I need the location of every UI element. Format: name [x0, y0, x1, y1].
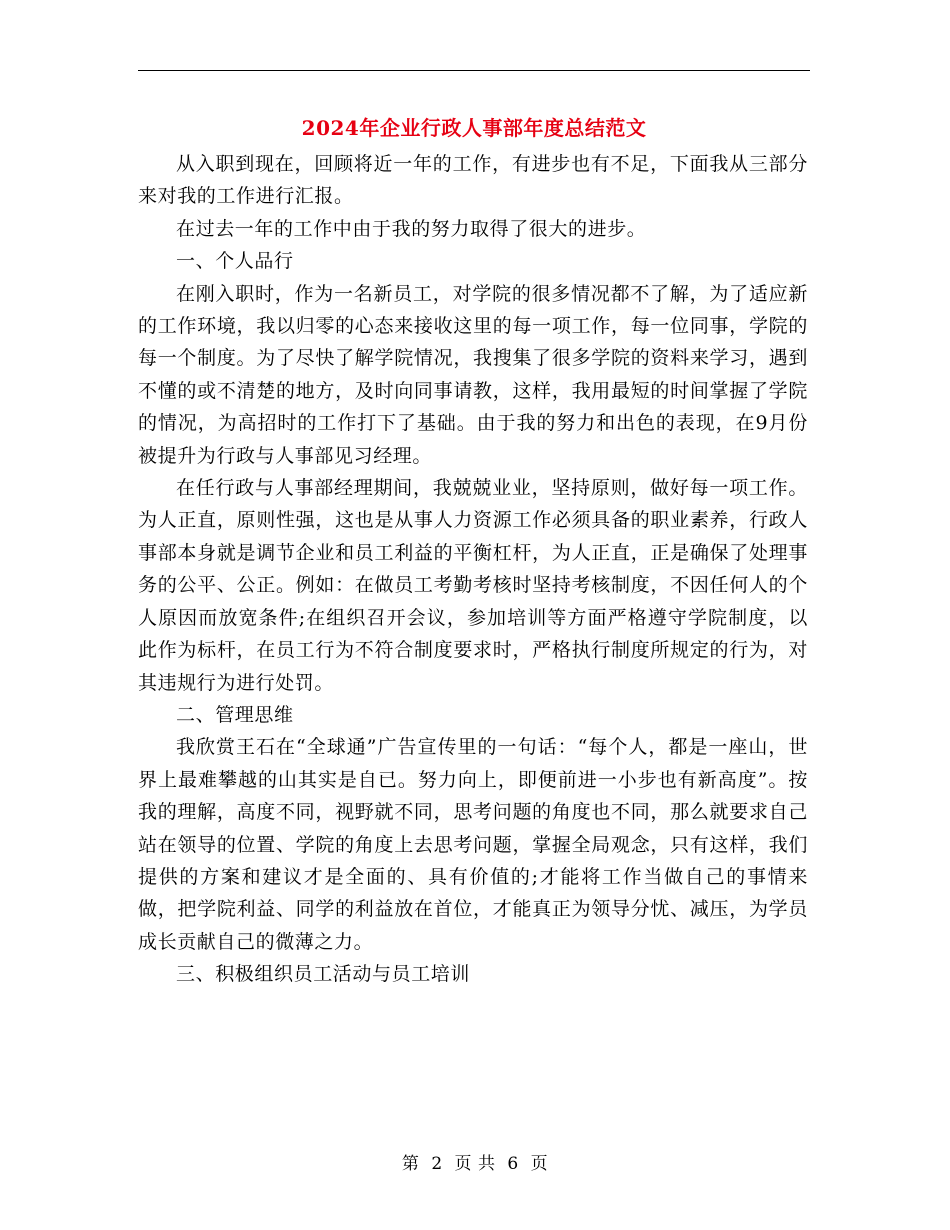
document-body [138, 148, 808, 991]
page-footer [0, 1152, 950, 1176]
footer-middle: 页 共 [454, 1154, 496, 1174]
section-heading-management-thinking: 二、管理思维 [176, 703, 294, 726]
section-heading-activities-training: 三、积极组织员工活动与员工培训 [176, 963, 471, 986]
paragraph-manager-duties: 在任行政与人事部经理期间，我兢兢业业，坚持原则，做好每一项工作。为人正直，原则性强，这也是从事人力资源工作必须具备的职业素养，行政人事部本身就是调节企业和员工利益的平衡杠杆，为人正直，正是确保了处理事务的公平、公正。例如：在做员工考勤考核时坚持考核制度，不因任何人的个人原因而放宽条件;在组织召开会议，参加培训等方面严格遵守学院制度，以此作为标杆，在员工行为不符合制度要求时，严格执行制度所规定的行为，对其违规行为进行处罚。 [138, 477, 808, 694]
footer-suffix: 页 [530, 1154, 549, 1174]
paragraph-intro: 从入职到现在，回顾将近一年的工作，有进步也有不足，下面我从三部分来对我的工作进行汇报。 [138, 153, 808, 208]
section-heading-personal-conduct: 一、个人品行 [176, 250, 294, 273]
paragraph-management-thinking: 我欣赏王石在“全球通”广告宣传里的一句话：“每个人，都是一座山，世界上最难攀越的山其实是自已。努力向上，即便前进一小步也有新高度”。按我的理解，高度不同，视野就不同，思考问题的角度也不同，那么就要求自己站在领导的位置、学院的角度上去思考问题，掌握全局观念，只有这样，我们提供的方案和建议才是全面的、具有价值的;才能将工作当做自己的事情来做，把学院利益、同学的利益放在首位，才能真正为领导分忧、减压，为学员成长贡献自己的微薄之力。 [138, 736, 808, 953]
document-title: 2024年企业行政人事部年度总结范文 [301, 116, 647, 140]
footer-current-page: 2 [431, 1154, 443, 1174]
footer-prefix: 第 [401, 1154, 420, 1174]
footer-total-pages: 6 [507, 1154, 519, 1174]
paragraph-progress: 在过去一年的工作中由于我的努力取得了很大的进步。 [176, 217, 647, 240]
paragraph-onboarding: 在刚入职时，作为一名新员工，对学院的很多情况都不了解，为了适应新的工作环境，我以归零的心态来接收这里的每一项工作，每一位同事，学院的每一个制度。为了尽快了解学院情况，我搜集了很多学院的资料来学习，遇到不懂的或不清楚的地方，及时向同事请教，这样，我用最短的时间掌握了学院的情况，为高招时的工作打下了基础。由于我的努力和出色的表现，在9月份被提升为行政与人事部见习经理。 [138, 282, 808, 467]
header-rule [138, 70, 810, 71]
